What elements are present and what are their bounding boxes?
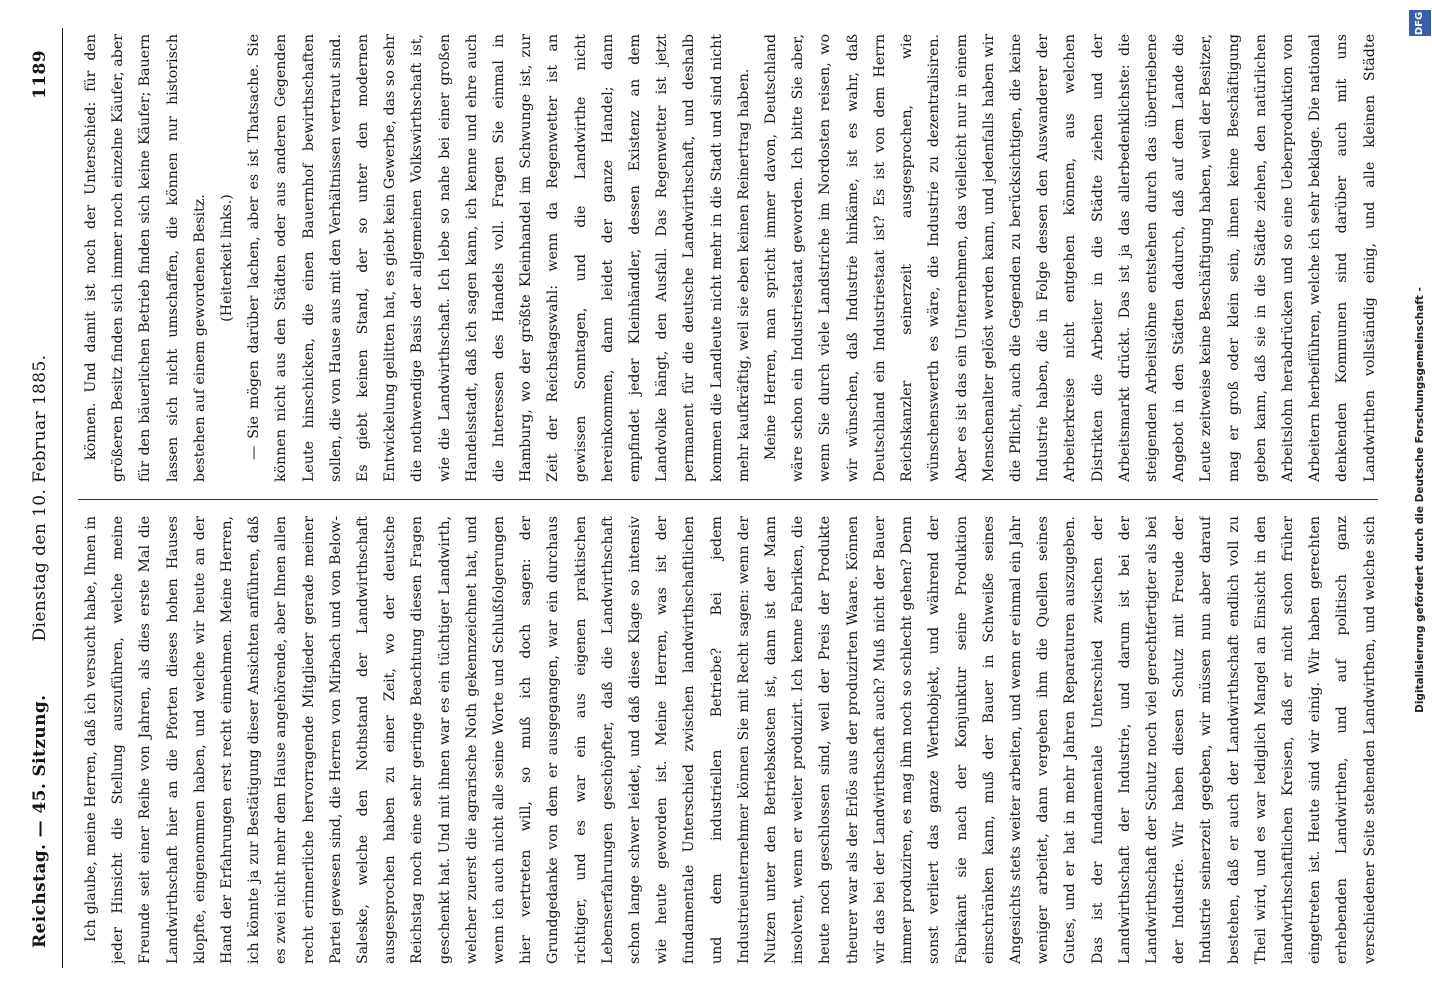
page-header (18, 28, 63, 968)
right-column (78, 34, 1378, 482)
paragraph: Ich glaube, meine Herren, daß ich versucht habe, Ihnen in jeder Hinsicht die Stellung auszuführen, welche meine Freunde seit einer Reihe von Jahren, als dies erste Mal die Landwirthschaft hier an die Pforten dieses hohen Hauses klopfte, eingenommen haben, und welche wir heute an der Hand der Erfahrungen erst recht einnehmen. Meine Herren, ich könnte ja zur Bestätigung dieser Ansichten anführen, daß es zwei nicht mehr dem Hause angehörende, aber Ihnen allen recht erinnerliche hervorragende Mitglieder gerade meiner Partei gewesen sind, die Herren von Mirbach und von Below-Saleske, welche den Nothstand der Landwirthschaft ausgesprochen haben zu einer Zeit, wo der deutsche Reichstag noch eine sehr geringe Beachtung diesen Fragen geschenkt hat. Und mit ihnen war es ein tüchtiger Landwirth, welcher zuerst die agrarische Noth gekennzeichnet hat, und wenn ich auch nicht alle seine Worte und Schlußfolgerungen hier vertreten will, so muß ich doch sagen: der Grundgedanke von dem er ausgegangen, war ein durchaus richtiger, und es war ein aus eigenen praktischen Lebenserfahrungen geschöpfter, daß die Landwirthschaft schon lange schwer leidet, und daß diese Klage so intensiv wie heute geworden ist. Meine Herren, was ist der fundamentale Unterschied zwischen landwirthschaftlichen und dem industriellen Betriebe? Bei jedem Industrieunternehmer können Sie mit Recht sagen: wenn der Nutzen unter den Betriebskosten ist, dann ist der Mann insolvent, wenn er weiter produzirt. Ich kenne Fabriken, die heute noch geschlossen sind, weil der Preis der Produkte theurer war als der Erlös aus der produzirten Waare. Können wir das bei der Landwirthschaft auch? Muß nicht der Bauer immer produziren, es mag ihm noch so schlecht gehen? Denn sonst verliert das ganze Werthobjekt, und während der Fabrikant sie nach der Konjunktur seine Produktion einschränken kann, muß der Bauer in Schweiße seines Angesichts stets weiter arbeiten, und wenn er einmal ein Jahr weniger arbeitet, dann vergehen ihm die Quellen seines Gutes, und er hat in mehr Jahren Reparaturen auszugeben. Das ist der fundamentale Unterschied zwischen der Landwirthschaft der Industrie, und darum ist bei der Landwirthschaft der Schutz noch viel gerechtfertigter als bei der Industrie. Wir haben diesen Schutz mit Freude der Industrie seinerzeit gegeben, wir müssen nun aber darauf bestehen, daß er auch der Landwirthschaft endlich voll zu Theil wird, und es war lediglich Mangel an Einsicht in den landwirthschaftlichen Kreisen, daß er nicht schon früher eingetreten ist. Heute sind wir einig. Wir haben gerechten erhebenden Landwirthen, und auf politisch ganz verschiedener Seite stehenden Landwirthen, und welche sich (83, 516, 1378, 964)
header-left: Reichstag. — 45. Sitzung. (30, 694, 50, 948)
digitization-note: Digitalisierung gefördert durch die Deutsche Forschungsgemeinschaft - (1414, 287, 1426, 713)
left-column (78, 516, 1378, 964)
dfg-logo: DFG (1409, 10, 1431, 36)
paragraph: Meine Herren, man spricht immer davon, Deutschland wäre schon ein Industriestaat geworden. Ich bitte Sie aber, wenn Sie durch viele Landstriche im Nordosten reisen, wo wir wünschen, daß Industrie hinkäme, ist es wahr, daß Deutschland ein Industriestaat ist? Es ist von dem Herrn Reichskanzler seinerzeit ausgesprochen, wie wünschenswerth es wäre, die Industrie zu dezentralisiren. Aber es ist das ein Unternehmen, das vielleicht nur in einem Menschenalter gelöst werden kann, und jedenfalls haben wir die Pflicht, auch die Gegenden zu berücksichtigen, die keine Industrie haben, die in Folge dessen den Auswanderer der Arbeiterkreise nicht entgehen können, aus welchen Distrikten die Arbeiter in die Städte ziehen und der Arbeitsmarkt drückt. Das ist ja das allerbedenklichste: die steigenden Arbeitslöhne entstehen durch das übertriebene Angebot in den Städten dadurch, daß auf dem Lande die Leute zeitweise keine Beschäftigung haben, weil der Besitzer, mag er groß oder klein sein, ihnen keine Beschäftigung geben kann, daß sie in die Städte ziehen, den natürlichen Arbeitslohn herabdrücken und so eine Ueberproduktion von Arbeitern herbeiführen, welche ich sehr beklage. Die national denkenden Kommunen sind darüber auch mit uns Landwirthen vollständig einig, und alle kleinen Städte (763, 34, 1378, 482)
header-date: Dienstag den 10. Februar 1885. (30, 354, 50, 642)
column-divider (78, 499, 1378, 500)
page-number: 1189 (30, 50, 50, 99)
interjection: (Heiterkeit links.) (219, 194, 236, 322)
paragraph: können. Und damit ist noch der Unterschied: für den größeren Besitz finden sich immer noch einzelne Käufer, aber für den bäuerlichen Betrieb finden sich keine Käufer; Bauern lassen sich nicht umschaffen, die können nur historisch bestehen auf einem gewordenen Besitz. (83, 34, 208, 482)
rotated-page (18, 28, 1388, 968)
paragraph: — Sie mögen darüber lachen, aber es ist Thatsache. Sie können nicht aus den Städten oder aus anderen Gegenden Leute hinschicken, die einen Bauernhof bewirthschaften sollen, die von Hause aus mit den Verhältnissen vertraut sind. Es giebt keinen Stand, der so unter den modernen Entwickelung gelitten hat, es giebt kein Gewerbe, das so sehr die nothwendige Basis der allgemeinen Volkswirthschaft ist, wie die Landwirthschaft. Ich lebe so nahe bei einer großen Handelsstadt, daß ich sagen kann, ich kenne und ehre auch die Interessen des Handels voll. Fragen Sie einmal in Hamburg, wo der größte Kleinhandel im Schwunge ist, zur Zeit der Reichstagswahl: wenn da Regenwetter ist an gewissen Sonntagen, und die Landwirthe nicht hereinkommen, dann leidet der ganze Handel; dann empfindet jeder Kleinhändler, dessen Existenz an dem Landvolke hängt, den Ausfall. Das Regenwetter ist jetzt permanent für die deutsche Landwirthschaft, und deshalb kommen die Landleute nicht mehr in die Stadt und sind nicht mehr kaufkräftig, weil sie eben keinen Reinertrag haben. (246, 34, 752, 482)
